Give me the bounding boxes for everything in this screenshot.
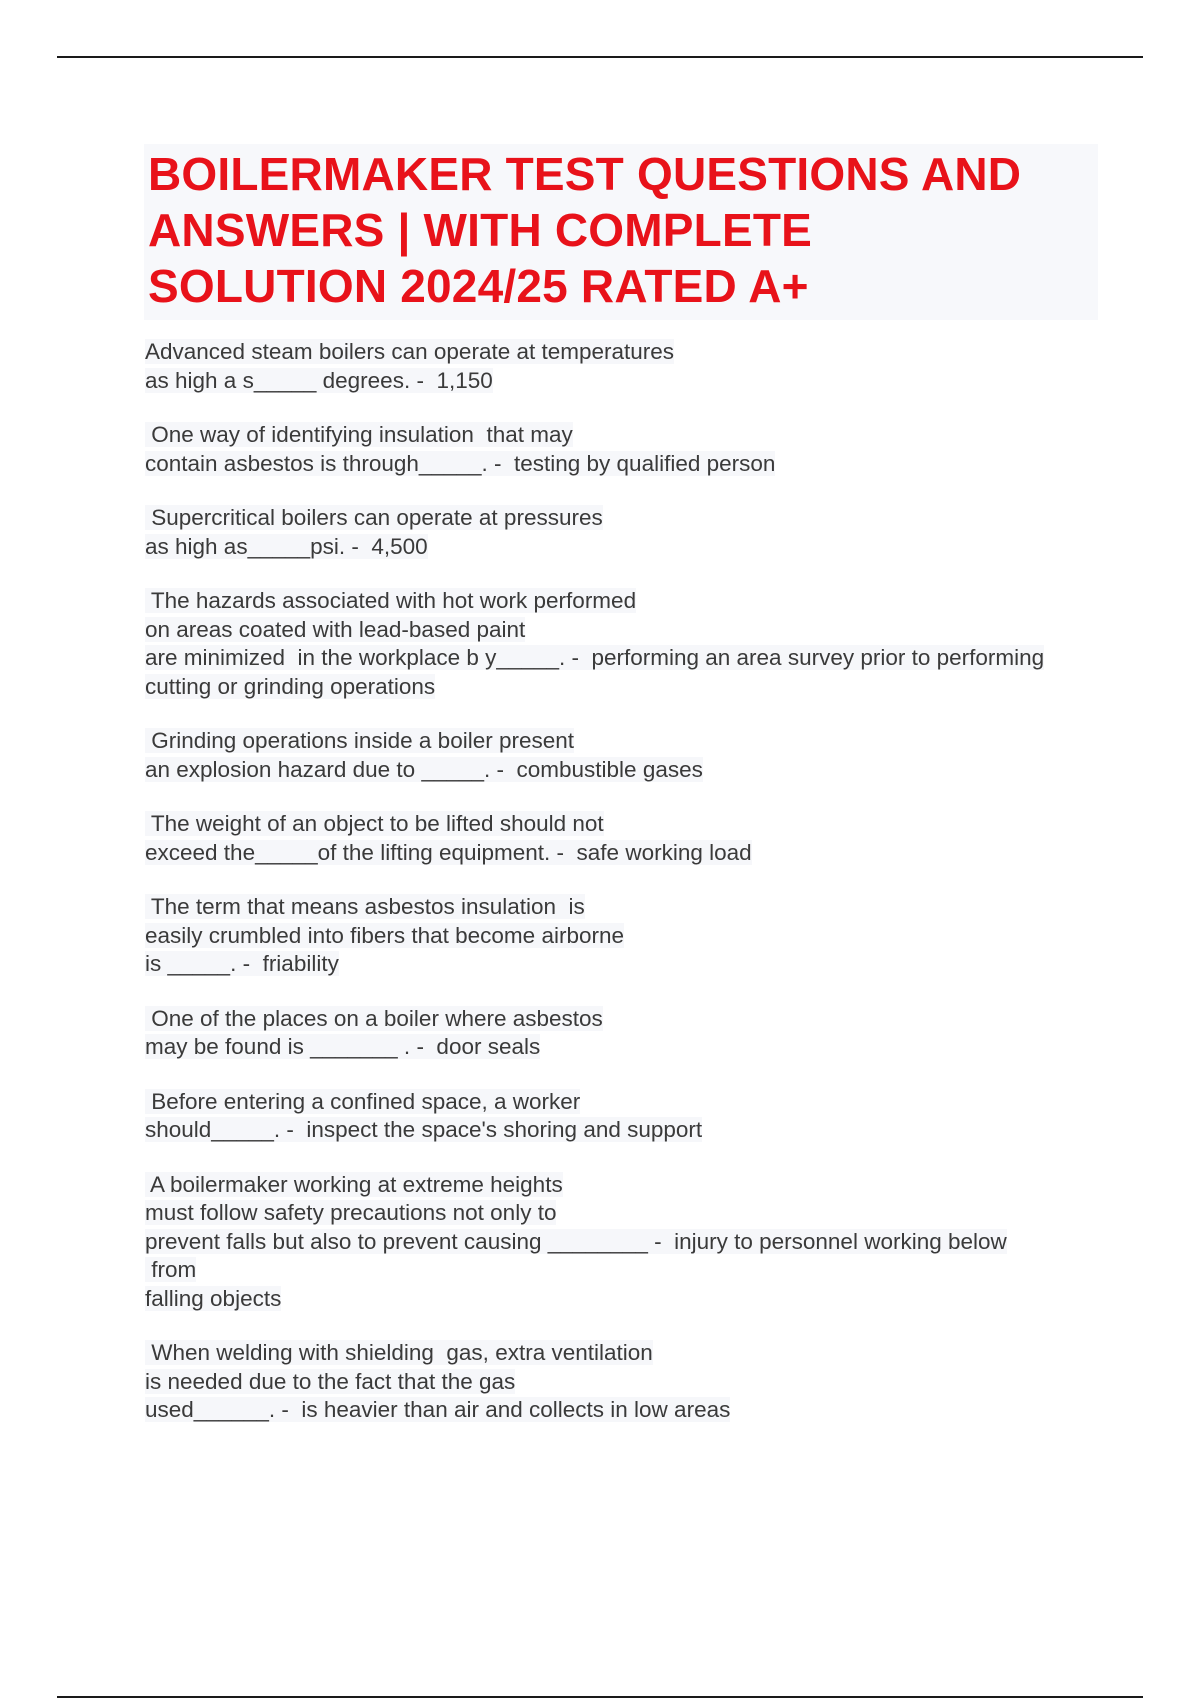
qa-line xyxy=(145,1005,1085,1034)
qa-line xyxy=(145,727,1085,756)
document-title xyxy=(144,144,1098,320)
qa-line xyxy=(145,616,1085,645)
qa-item xyxy=(145,810,1085,867)
qa-line-text: One of the places on a boiler where asbestos xyxy=(145,1005,603,1031)
qa-line xyxy=(145,1368,1085,1397)
qa-line xyxy=(145,1171,1085,1200)
bottom-rule xyxy=(57,1696,1143,1698)
qa-line-text: A boilermaker working at extreme heights xyxy=(145,1171,563,1197)
qa-item xyxy=(145,727,1085,784)
qa-line-text: Advanced steam boilers can operate at temperatures xyxy=(145,339,675,364)
qa-line-text: used______. - is heavier than air and collects in low areas xyxy=(145,1397,731,1422)
qa-line xyxy=(145,1033,1085,1062)
qa-item xyxy=(145,504,1085,561)
qa-item xyxy=(145,1339,1085,1425)
qa-line-text: prevent falls but also to prevent causing ________ - injury to personnel working below xyxy=(145,1228,1007,1254)
qa-line-text: easily crumbled into fibers that become airborne xyxy=(145,922,624,948)
qa-line xyxy=(145,338,1085,367)
qa-line-text: are minimized in the workplace b y_____. - performing an area survey prior to performing xyxy=(145,645,1045,670)
qa-line-text: exceed the_____of the lifting equipment. - safe working load xyxy=(145,839,752,865)
qa-line xyxy=(145,756,1085,785)
qa-line xyxy=(145,1256,1085,1285)
title-line: ANSWERS | WITH COMPLETE xyxy=(148,204,813,256)
qa-line xyxy=(145,1228,1085,1257)
question-answer-list xyxy=(145,338,1085,1451)
qa-line xyxy=(145,1396,1085,1425)
top-rule xyxy=(57,56,1143,58)
qa-line xyxy=(145,644,1085,673)
qa-line-text: The weight of an object to be lifted should not xyxy=(145,811,604,836)
qa-line-text: from xyxy=(145,1257,197,1282)
qa-line-text: Before entering a confined space, a worker xyxy=(145,1088,581,1114)
qa-item xyxy=(145,1088,1085,1145)
qa-line xyxy=(145,1339,1085,1368)
qa-line xyxy=(145,1285,1085,1314)
qa-line-text: must follow safety precautions not only to xyxy=(145,1200,557,1225)
qa-item xyxy=(145,587,1085,701)
qa-line-text: Supercritical boilers can operate at pressures xyxy=(145,505,603,530)
qa-line-text: One way of identifying insulation that may xyxy=(145,422,573,447)
qa-line-text: The hazards associated with hot work performed xyxy=(145,588,637,613)
qa-item xyxy=(145,893,1085,979)
qa-line xyxy=(145,1088,1085,1117)
title-line: BOILERMAKER TEST QUESTIONS AND xyxy=(148,148,1022,200)
qa-line-text: The term that means asbestos insulation is xyxy=(145,894,585,919)
qa-line xyxy=(145,450,1085,479)
qa-line-text: contain asbestos is through_____. - testing by qualified person xyxy=(145,450,776,476)
qa-line xyxy=(145,950,1085,979)
qa-line xyxy=(145,504,1085,533)
title-line: SOLUTION 2024/25 RATED A+ xyxy=(148,260,809,312)
qa-item xyxy=(145,1171,1085,1314)
qa-line-text: should_____. - inspect the space's shoring and support xyxy=(145,1117,703,1142)
qa-line xyxy=(145,421,1085,450)
qa-line-text: may be found is _______ . - door seals xyxy=(145,1034,541,1059)
qa-line-text: as high as_____psi. - 4,500 xyxy=(145,533,428,559)
qa-item xyxy=(145,421,1085,478)
qa-line xyxy=(145,533,1085,562)
qa-line xyxy=(145,810,1085,839)
qa-item xyxy=(145,338,1085,395)
qa-line xyxy=(145,587,1085,616)
qa-line xyxy=(145,673,1085,702)
qa-line xyxy=(145,367,1085,396)
qa-line-text: cutting or grinding operations xyxy=(145,673,436,699)
qa-line-text: falling objects xyxy=(145,1285,282,1311)
qa-line-text: is needed due to the fact that the gas xyxy=(145,1368,516,1394)
qa-line xyxy=(145,839,1085,868)
qa-line xyxy=(145,893,1085,922)
qa-line-text: on areas coated with lead-based paint xyxy=(145,616,526,642)
qa-line xyxy=(145,1199,1085,1228)
qa-line xyxy=(145,922,1085,951)
qa-line-text: as high a s_____ degrees. - 1,150 xyxy=(145,367,493,393)
qa-line xyxy=(145,1116,1085,1145)
qa-line-text: When welding with shielding gas, extra ventilation xyxy=(145,1340,653,1365)
qa-line-text: is _____. - friability xyxy=(145,951,339,976)
qa-line-text: an explosion hazard due to _____. - combustible gases xyxy=(145,756,703,782)
qa-item xyxy=(145,1005,1085,1062)
qa-line-text: Grinding operations inside a boiler present xyxy=(145,728,575,753)
